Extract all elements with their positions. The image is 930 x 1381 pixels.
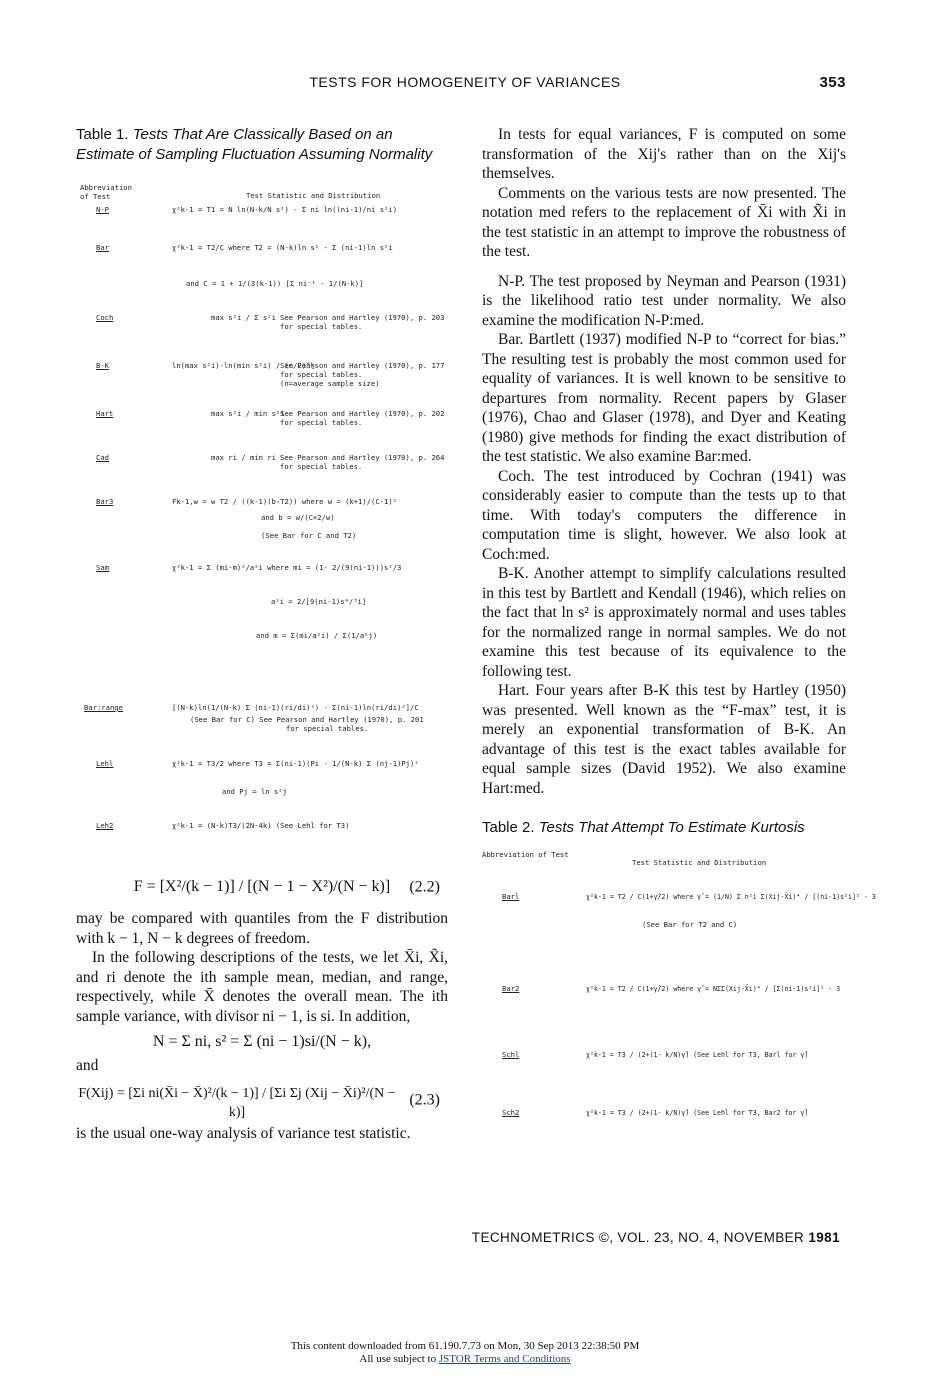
- right-column: [482, 125, 876, 1138]
- table1-row: N-P χ²k-1 = T1 = N ln(N-k/N s²) - Σ ni ln((ni-1)/ni s²i): [96, 205, 398, 214]
- paragraph: Comments on the various tests are now presented. The notation med refers to the replacement of X̄i with X̃i in the test statistic in an attempt to improve the robustness of the test.: [482, 184, 846, 260]
- table1-row: Sam χ²k-1 = Σ (mi-m)²/a²i where mi = (1- 2/(9(ni-1)))s²/3 a²i = 2/[9(ni-1)s⁴/³i] and m = Σ(mi/a²i) / Σ(1/a²j): [96, 563, 402, 640]
- table1-row: Lehl χ²k-1 = T3/2 where T3 = Σ(ni-1)(Pi - 1/(N-k) Σ (nj-1)Pj)² and Pj = ln s²j: [96, 759, 419, 796]
- paragraph: may be compared with quantiles from the F distribution with k − 1, N − k degrees of freedom.: [76, 910, 448, 947]
- table1-row: Bar:range [(N-k)ln(1/(N-k) Σ (ni-1)(ri/di)²) - Σ(ni-1)ln(ri/di)²]/C (See Bar for C) See Pearson and Hartley (1970), p. 201 for special tables.: [84, 703, 424, 733]
- table1-row: Bar3 Fk-1,w = w T2 / ((k-1)(b-T2)) where w = (k+1)/(C-1)² and b = w/(C+2/w) (See Bar for C and T2): [96, 497, 398, 540]
- paragraph: Bar. Bartlett (1937) modified N-P to “correct for bias.” The resulting test is probably the most common used for equality of variances. It is well known to be sensitive to departures from normality. Recent papers by Glaser (1976), Chao and Glaser (1978), and Dyer and Keating (1980) give methods for finding the exact distribution of the test statistic. We also examine Bar:med.: [482, 331, 846, 465]
- table1-row: Leh2 χ²k-1 = (N-k)T3/(2N-4k) (See Lehl for T3): [96, 821, 350, 830]
- table2-col-abbrev: Abbreviation of Test: [482, 850, 569, 859]
- running-title: TESTS FOR HOMOGENEITY OF VARIANCES: [309, 74, 621, 90]
- paragraph: N-P. The test proposed by Neyman and Pearson (1931) is the likelihood ratio test under normality. We also examine the modification N-P:med.: [482, 272, 846, 329]
- table1-title: Tests That Are Classically Based on an Estimate of Sampling Fluctuation Assuming Normality: [76, 126, 433, 163]
- table1-row: Cad max ri / min ri See Pearson and Hartley (1970), p. 264 for special tables.: [96, 453, 445, 471]
- table1-row: B-K ln(max s²i)-ln(min s²i) / (n/2)^½ See Pearson and Hartley (1970), p. 177 for special tables. (n=average sample size): [96, 361, 445, 388]
- table1-col-abbrev: Abbreviation of Test: [80, 183, 132, 201]
- table1-col-stat: Test Statistic and Distribution: [246, 191, 381, 200]
- journal-year: 1981: [808, 1230, 840, 1245]
- table2-row: Sch2 χ²k-1 = T3 / (2+(1- k/N)γ̂) (See Lehl for T3, Bar2 for γ̂): [502, 1108, 809, 1117]
- paragraph: B-K. Another attempt to simplify calculations resulted in this test by Bartlett and Kendall (1946), which relies on the fact that ln s² is approximately normal and uses tables for the normalized range in normal samples. We do not examine this test because of its equivalence to the following test.: [482, 565, 846, 680]
- table2-title: Tests That Attempt To Estimate Kurtosis: [538, 819, 805, 836]
- paragraph: Coch. The test introduced by Cochran (1941) was considerably easier to compute than the tests up to that time. With today's computers the difference in computation time is slight, however. We also look at Coch:med.: [482, 467, 846, 563]
- table1-row: Hart max s²i / min s²i See Pearson and Hartley (1970), p. 202 for special tables.: [96, 409, 445, 427]
- paragraph: and: [76, 1057, 99, 1074]
- equation-2-2: F = [X²/(k − 1)] / [(N − 1 − X²)/(N − k)] (2.2): [133, 878, 440, 896]
- page-number: 353: [819, 74, 846, 91]
- download-line: This content downloaded from 61.190.7.73 on Mon, 30 Sep 2013 22:38:50 PM: [290, 1340, 640, 1352]
- table1-row: Coch max s²i / Σ s²i See Pearson and Hartley (1970), p. 203 for special tables.: [96, 313, 445, 331]
- download-notice: This content downloaded from 61.190.7.73 on Mon, 30 Sep 2013 22:38:50 PM All use subject to JSTOR Terms and Conditions: [0, 1340, 930, 1366]
- table2: [482, 850, 876, 1138]
- right-body-text: [482, 125, 846, 798]
- left-body-text: [76, 865, 448, 1143]
- table2-col-stat: Test Statistic and Distribution: [632, 858, 767, 867]
- table2-caption: Table 2. Tests That Attempt To Estimate Kurtosis: [482, 819, 805, 836]
- paragraph: In tests for equal variances, F is computed on some transformation of the Xij's rather than on the Xij's themselves.: [482, 126, 846, 182]
- jstor-terms-link[interactable]: JSTOR Terms and Conditions: [438, 1353, 571, 1365]
- table2-row: Bar2 χ²k-1 = T2 / C(1+γ̂/2) where γ̂ = NΣΣ(Xij-X̄i)⁴ / [Σ(ni-1)s²i]² - 3: [502, 984, 841, 993]
- paragraph: is the usual one-way analysis of variance test statistic.: [76, 1124, 411, 1142]
- paragraph: Hart. Four years after B-K this test by Hartley (1950) was presented. Well known as the “F-max” test, it is merely an exponential transformation of B-K. An advantage of this test is the exact tables available for equal sample sizes (David 1952). We also examine Hart:med.: [482, 682, 846, 797]
- equation-n: N = Σ ni, s² = Σ (ni − 1)si/(N − k),: [152, 1033, 372, 1050]
- journal-citation: TECHNOMETRICS ©, VOL. 23, NO. 4, NOVEMBER: [471, 1230, 805, 1245]
- table1-header: [76, 183, 448, 205]
- table1: [76, 183, 448, 859]
- table1-caption: Table 1. Tests That Are Classically Based on an Estimate of Sampling Fluctuation Assuming Normality: [76, 126, 433, 163]
- table2-header: [482, 850, 846, 880]
- table2-row: Barl χ²k-1 = T2 / C(1+γ̂/2) where γ̂ = (1/N) Σ n²i Σ(Xij-X̄i)⁴ / [(ni-1)s²i]² - 3 (See Bar for T2 and C): [502, 892, 876, 929]
- paragraph: In the following descriptions of the tests, we let X̄i, X̃i, and ri denote the ith sample mean, median, and range, respectively, while X̄ denotes the overall mean. The ith sample variance, with divisor ni − 1, is si. In addition,: [76, 949, 448, 1025]
- equation-2-3: F(Xij) = [Σi ni(X̄i − X̄)²/(k − 1)] / [Σi Σj (Xij − X̄i)²/(N − k)] (2.3): [78, 1085, 440, 1120]
- table2-row: Schl χ²k-1 = T3 / (2+(1- k/N)γ̂) (See Lehl for T3, Barl for γ̂): [502, 1050, 809, 1059]
- table1-row: Bar χ²k-1 = T2/C where T2 = (N-k)ln s² - Σ (ni-1)ln s²i and C = 1 + 1/(3(k-1)) [Σ ni⁻¹ - 1/(N-k)]: [96, 243, 393, 288]
- left-column: [76, 125, 448, 1143]
